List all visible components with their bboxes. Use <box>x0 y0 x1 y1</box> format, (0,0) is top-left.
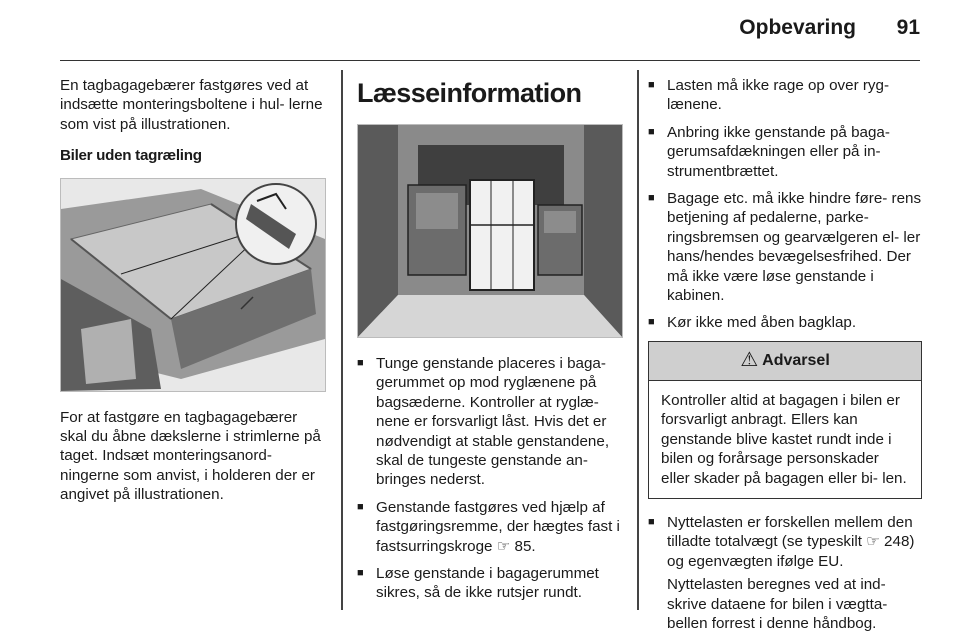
column-left <box>60 76 328 505</box>
list-item: ■ Løse genstande i bagagerummet sikres, så de ikke rutsjer rundt. <box>357 565 599 602</box>
page-header <box>60 0 920 61</box>
loading-info-heading: Læsseinformation <box>357 78 582 108</box>
warning-text: Kontroller altid at bagagen i bilen er forsvarligt anbragt. Ellers kan genstande blive kastet rundt inde i bilen og forårsage personskader eller skader på bagagen eller bi- len. <box>661 391 907 487</box>
bullet-square-icon: ■ <box>648 79 655 91</box>
car-roof-image <box>61 179 325 391</box>
bullet-square-icon: ■ <box>648 515 655 528</box>
caution-bullet-list <box>648 76 922 333</box>
cargo-area-image <box>358 125 622 337</box>
payload-bullet-list <box>648 513 922 571</box>
column-divider-2 <box>637 70 639 610</box>
bullet-square-icon: ■ <box>357 567 364 580</box>
list-item: ■ Lasten må ikke rage op over ryg- lænene. <box>648 77 890 114</box>
list-item: ■ Kør ikke med åben bagklap. <box>648 314 857 332</box>
bullet-square-icon: ■ <box>648 192 655 205</box>
page-number: 91 <box>896 16 920 39</box>
warning-triangle-icon: ⚠ <box>740 349 759 372</box>
bullet-square-icon: ■ <box>357 357 364 369</box>
list-item: ■ Nyttelasten er forskellen mellem den tilladte totalvægt (se typeskilt ☞ 248) og egenvægten ifølge EU. <box>648 513 915 570</box>
payload-paragraph: Nyttelasten beregnes ved at ind- skrive dataene for bilen i vægtta- bellen forrest i denne håndbog. <box>667 576 888 632</box>
intro-paragraph: En tagbagagebærer fastgøres ved at indsætte monteringsboltene i hul- lerne som vist på illustrationen. <box>60 77 323 133</box>
loading-bullet-list <box>357 354 623 603</box>
roof-rack-illustration <box>60 178 326 392</box>
section-title: Opbevaring <box>739 16 856 39</box>
luggage-illustration <box>357 124 623 338</box>
list-item: ■ Bagage etc. må ikke hindre føre- rens betjening af pedalerne, parke- ringsbremsen og gearvælgeren el- ler hans/hendes bevægelsesfrihed. Der må ikke være løse genstande i kabinen. <box>648 190 922 305</box>
subheading-no-roof-rails: Biler uden tagræling <box>60 147 202 165</box>
bullet-square-icon: ■ <box>357 500 364 513</box>
column-right <box>648 76 922 633</box>
list-item: ■ Genstande fastgøres ved hjælp af fastgøringsremme, der hægtes fast i fastsurringskroge ☞ 85. <box>357 498 620 555</box>
roof-rack-instructions: For at fastgøre en tagbagagebærer skal du åbne dækslerne i strimlerne på taget. Indsæt monteringsanord- ningerne som anvist, i holderen der er angivet på illustrationen. <box>60 408 321 504</box>
column-middle <box>357 76 623 611</box>
column-divider-1 <box>341 70 343 610</box>
list-item: ■ Anbring ikke genstande på baga- gerumsafdækningen eller på in- strumentbrættet. <box>648 123 890 180</box>
bullet-square-icon: ■ <box>648 316 655 329</box>
warning-title: Advarsel <box>762 352 830 370</box>
warning-box <box>648 341 922 499</box>
warning-header <box>649 342 921 381</box>
bullet-square-icon: ■ <box>648 125 655 138</box>
list-item: ■ Tunge genstande placeres i baga- gerummet op mod ryglænene på bagsæderne. Kontroller at ryglæ- nene er forsvarligt låst. Hvis det er nødvendigt at stable genstandene, skal de tungeste genstande an- bringes nederst. <box>357 355 610 489</box>
